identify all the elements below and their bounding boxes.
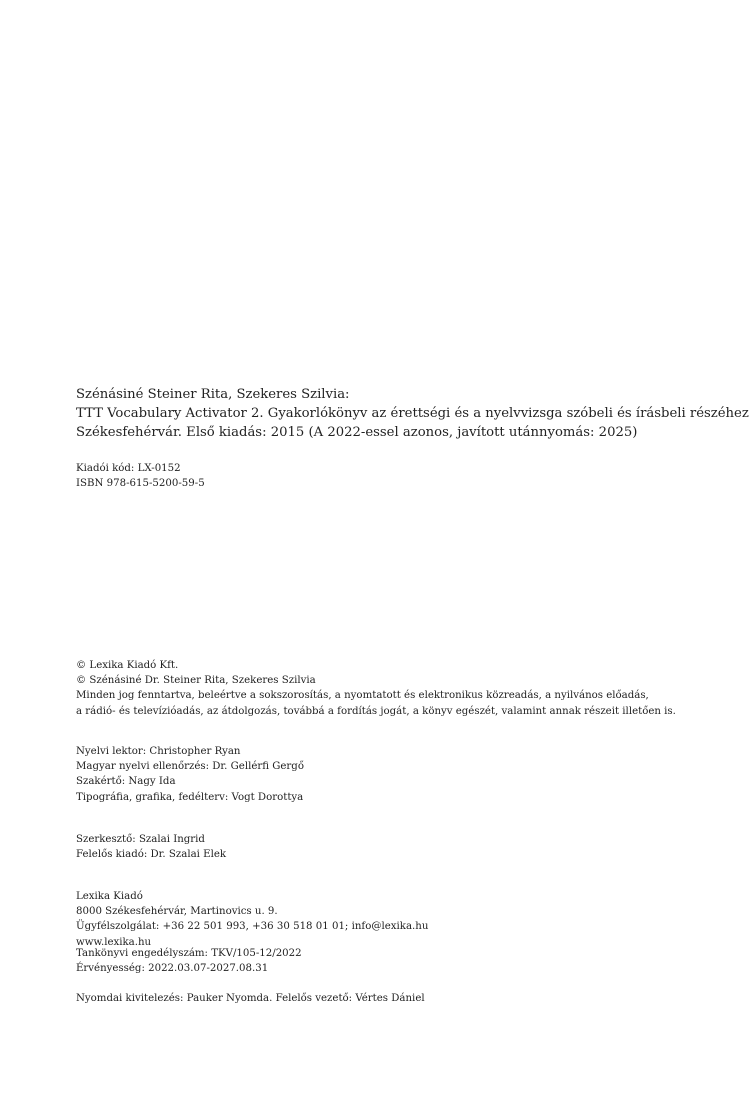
contributors-block bbox=[76, 744, 746, 805]
citation-block bbox=[76, 385, 749, 442]
hungarian-check: Magyar nyelvi ellenőrzés: Dr. Gellérfi Gergő bbox=[76, 761, 304, 773]
rights-block bbox=[76, 658, 746, 719]
authors-line: Szénásiné Steiner Rita, Szekeres Szilvia: bbox=[76, 387, 350, 402]
language-editor: Nyelvi lektor: Christopher Ryan bbox=[76, 746, 241, 757]
edition-line: Székesfehérvár. Első kiadás: 2015 (A 2022-essel azonos, javított utánnyomás: 2025) bbox=[76, 425, 638, 440]
rights-notice-line-1: Minden jog fenntartva, beleértve a sokszorosítás, a nyomtatott és elektronikus közreadás, a nyilvános előadás, bbox=[76, 690, 649, 702]
codes-block bbox=[76, 461, 746, 491]
responsible-publisher: Felelős kiadó: Dr. Szalai Elek bbox=[76, 849, 227, 861]
publisher-address: 8000 Székesfehérvár, Martinovics u. 9. bbox=[76, 906, 278, 918]
license-validity: Érvényesség: 2022.03.07-2027.08.31 bbox=[76, 963, 269, 975]
publisher-code: Kiadói kód: LX-0152 bbox=[76, 463, 181, 474]
printer-credit: Nyomdai kivitelezés: Pauker Nyomda. Felelős vezető: Vértes Dániel bbox=[76, 993, 425, 1004]
copyright-authors: © Szénásiné Dr. Steiner Rita, Szekeres Szilvia bbox=[76, 675, 316, 687]
editors-block bbox=[76, 832, 746, 862]
publisher-contact: Ügyfélszolgálat: +36 22 501 993, +36 30 518 01 01; info@lexika.hu bbox=[76, 921, 429, 933]
copyright-publisher: © Lexika Kiadó Kft. bbox=[76, 660, 179, 671]
publisher-website: www.lexika.hu bbox=[76, 936, 152, 948]
isbn: ISBN 978-615-5200-59-5 bbox=[76, 478, 205, 490]
publisher-name: Lexika Kiadó bbox=[76, 891, 143, 902]
approval-block bbox=[76, 946, 746, 976]
editor: Szerkesztő: Szalai Ingrid bbox=[76, 834, 205, 845]
printing-block bbox=[76, 991, 746, 1006]
expert: Szakértő: Nagy Ida bbox=[76, 776, 176, 788]
design-credit: Tipográfia, grafika, fedélterv: Vogt Dorottya bbox=[76, 791, 304, 803]
book-title-line: TTT Vocabulary Activator 2. Gyakorlókönyv az érettségi és a nyelvvizsga szóbeli és írásbeli részéhez bbox=[76, 406, 749, 421]
publisher-block bbox=[76, 889, 746, 950]
rights-notice-line-2: a rádió- és televízióadás, az átdolgozás, továbbá a fordítás jogát, a könyv egészét, valamint annak részeit illetően is. bbox=[76, 705, 676, 717]
license-number: Tankönyvi engedélyszám: TKV/105-12/2022 bbox=[76, 948, 302, 959]
